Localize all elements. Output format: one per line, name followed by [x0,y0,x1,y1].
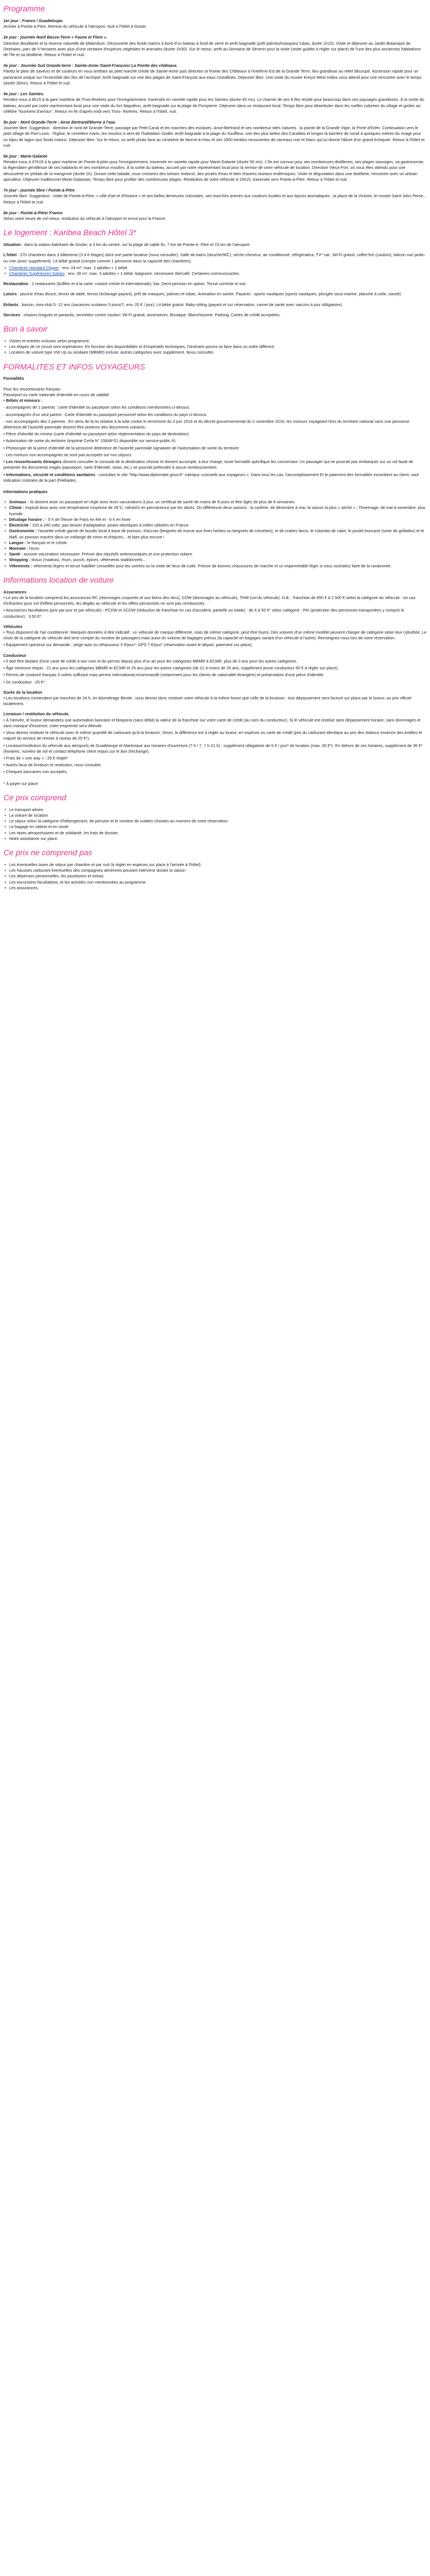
list-item [9,505,427,516]
paragraph: • Cheques bancaires non acceptés. [3,769,68,775]
paragraph: • 2e conducteur : 25 €*. [3,679,46,685]
paragraph: • Les locations s'entendent par tranches de 24 h, en kilométrage illimité ; vous devrez donc restituer votre véhicule à la même heure que celle de la livraison ; tout dépassement sera facturé sur place par le loueur, au prix officiel localement. [3,695,412,707]
line-text: - non accompagnés des 2 parents : En vertu de la loi relative à la lutte contre le terrorisme du 3 juin 2016 et du décret gouvernemental du 2 novembre 2016, les mineurs voyageant hors du territoire national sans une personne détentrice de l'autorité parentale doivent être porteurs des documents suivants : [3,418,410,430]
list-item [9,523,427,528]
list-item: • Visites et entrées incluses selon programme. [9,338,427,344]
day-title: 5e jour : Nord Grande-Terre : Anse Bertrand/Morne à l'eau [3,119,116,125]
room-desc: : env. 24 m², max. 2 adultes + 1 bébé. [58,265,129,270]
assurances-label: Assurances [3,589,27,595]
vehicules-block [3,630,427,648]
services-paragraph [3,312,427,318]
paragraph: • Âge minimum requis : 21 ans pour les catégories MBMR et ECMR et 25 ans pour les autres catégories (de 21 à moins de 25 ans, supplément jeune conducteur 50 € à régler sur place). [3,665,339,671]
paragraph: • Assurances facultatives (prix par jour et par véhicule) : PCDW et SCDW (réduction de franchise en cas d'accident, partielle ou totale) : de 6 à 50 €* selon catégorie ; PAI (protection des personnes transportées y compris le conducteur) : 3.50 €*. [3,608,404,619]
bon-a-savoir-heading: Bon à savoir [3,324,48,334]
list-item: • Les assurances. [9,885,427,891]
item-text: le français et le créole. [26,540,68,545]
item-label: Électricité : [9,523,31,528]
situation-label: Situation [3,242,21,248]
paragraph: • À l'arrivée, le loueur demandera une autorisation bancaire et bloquera (sans débit) la valeur de la franchise sur votre carte de crédit (au nom du conducteur). Si le véhicule est restitué sans dépassement horaire, sans dommages et sans manque d'essence, votre empreinte sera détruite. [3,717,421,728]
day-body: Rendez-vous à 8h15 à la gare maritime de Trois-Rivières pour l'enregistrement, traversée en navette rapide pour les Saintes (durée 45 mn). Le charme de ses 9 îles réside pour beaucoup dans ses paysages grandioses. À la sortie du bateau, accueil par notre représentant local pour une visite du fort Napoléon, arrêt baignade sur la plage de Pompierre. Déjeuner dans un restaurant local. Temps libre pour déambuler dans les ruelles colorées du village et goûter au célèbre "tourment d'amour". Retour en fin d'après-midi vers Trois- Rivières. Retour à l'hôtel, nuit. [3,97,424,114]
conducteur-label: Conducteur [3,652,27,658]
duree-label: Durée de la location [3,689,43,695]
line-text: - accompagnés de 2 parents : carte d'identité ou passeport selon les conditions mentionnées ci-dessus. [3,405,191,410]
situation-paragraph [3,242,427,248]
paragraph: • Livraison/restitution du véhicule aux aéroports de Guadeloupe et Martinique aux horaires d'ouverture (7 h / 7, 7 h-21 h) ; supplément obligatoire de 6 € / jour* de location (max. 30 €*). En dehors de ces horaires, supplément de 35 €* (horaires, numéro de vol et contact téléphone client requis sur le bon d'échange). [3,742,423,754]
day-body: Direction Bouillante et la réserve naturelle de Malendure. Découverte des fonds marins à bord d'un bateau à fond de verre et arrêt baignade (prêt palmes/masques/ tubas, durée 1h15). Visite et déjeuner au Jardin Botanique de Deshaies, parc de 5 hectares avec plus d'une centaine d'espèces végétales et animales (durée 1h30). Sur le retour, arrêt au Domaine de Séverin pour la visite (visite guidée à régler sur place) de l'une des plus anciennes habitations de l'île et sa distillerie. Retour à l'hôtel et nuit. [3,40,421,57]
day-title: 2e jour : journée Nord Basse-Terre « Faune et Flore ». [3,35,108,40]
list-item: • Les excursions facultatives, et les activités non mentionnées au programme [9,880,427,885]
room-desc: : env. 28 m², max. 3 adultes + 1 bébé, baignoire, nécessaire thé/café. Certaines communicantes. [64,270,241,276]
conducteur-block [3,659,427,685]
formalites-line [3,431,427,437]
day-title: 1er jour : France / Guadeloupe. [3,18,64,23]
item-text: l'assiette créole garnie de boudin local à base de poisson, d'accras (beignets de morue aux fines herbes ou beignets de crevettes), et de crabes farcis, le colombo de cabri, le poulet boucané (sorte de grillades) et le blaff, un poisson macéré dans un mélange de citron et d'épices... et bien plus encore ! [9,528,424,540]
programme-heading: Programme [3,4,45,13]
list-item: • Le bagage en cabine et en soute [9,824,427,830]
formalites-subheading: Formalités [3,376,24,381]
list-item: • Les hausses carburant éventuelles des compagnies aériennes pouvant intervenir durant la saison [9,868,427,873]
formalites-line [3,438,427,444]
paragraph: • Autres lieux de livraison et restitution, nous consulter. [3,762,102,768]
room-item [9,265,427,271]
list-item: • Les éventuelles taxes de séjour par chambre et par nuit (à régler en espèces sur place à l'arrivée à l'hôtel). [9,862,427,868]
item-label: Gastronomie : [9,528,37,534]
page [0,0,430,901]
loisirs-paragraph [3,291,427,297]
services-text: : chaises longues et parasols, serviettes contre caution. Wi-Fi gratuit, ascenseurs. Boutique. Blanchisserie. Parking. Cartes de crédit acceptées. [20,312,281,317]
formalites-intro-2: Passeport ou carte nationale d'identité en cours de validité. [3,392,110,397]
list-item: • Les taxes aéroportuaires et de solidarité, les frais de dossier. [9,830,427,836]
loisirs-text: : piscine d'eau douce, tennis de table, tennis (éclairage payant), prêt de masques, palmes et tubas. Animation en soirée. Payants : sports nautiques (sports nautiques, plongée sous-marine, planche à voile, canoë). [16,291,402,297]
item-label: Animaux : [9,499,29,505]
item-text: vêtements légers et tenue habillée conseillée pour les soirées ou la visite de lieux de culte. Prévoir de bonnes chaussures de marche et un imperméable léger si vous souhaitez faire de la randonnée. [32,563,392,568]
list-item [9,551,427,557]
day-title: 8e jour : Pointe-à-Pitre/ France [3,210,63,215]
day-body: Journée libre. Suggestion : visite de Pointe-à-Pitre, « ville d'art et d'histoire » et ses belles demeures coloniales, ses marchés animés aux couleurs locales et aux épices aromatiques : la place de la Victoire, le musée Saint-John Perse... Retour à l'hôtel et nuit. [3,193,427,205]
list-item: • Les étapes de ce circuit sont impératives. En fonction des disponibilités et d'impératifs techniques, l'itinéraire pourra se faire dans un ordre différent. [9,344,427,350]
duree-block [3,695,427,707]
prix-comprend-list [3,807,427,842]
paragraph: • Vous devrez restituer le véhicule avec le même quantité de carburant qu'à la livraison. Sinon, la différence est à régler au loueur, en espèces ou carte de crédit (prix du carburant identique au prix des stations essence des Antilles et majoré du service de remise à niveau de 20 €*). [3,730,422,741]
infos-pratiques-list [3,499,427,569]
day-2 [3,35,427,58]
list-item: • Le transport aérien [9,807,427,813]
item-text: 220 à 240 volts, pas besoin d'adaptateur, prises identiques à celles utilisées en France. [31,523,190,528]
day-body: Partez le plein de saveurs et de couleurs en vous arrêtant au petit marché créole de Sainte-Anne puis direction la Pointe des Châteaux à l'extrême Est de la Grande Terre, lieu grandiose au relief découpé. Ascension rapide pour un panorama unique sur l'ensemble des îles de l'archipel. Arrêt baignade sur une des plages de Saint-François aux eaux cristallines. Déjeuner libre. Une visite du musée Kreyol West Indies vous attend pour une rencontre avec le temps (durée 30mn). Retour à l'hôtel et nuit. [3,69,422,86]
livraison-block [3,718,427,775]
formalites-line [3,412,427,418]
item-text: tissus (madras), rhum, punch, épices, vêtements traditionnels... [30,557,146,563]
formalites-lines [3,398,427,483]
day-title: 4e jour : Les Saintes. [3,91,44,97]
assurances-block [3,595,427,619]
day-body: Rendez-vous à 07h15 à la gare maritime de Pointe-à-pitre pour l'enregistrement, traversée en navette rapide pour Marie-Galante (durée 50 mn). L'île est connue pour ses nombreuses distilleries, ses plages sauvages, sa gastronomie, la légendaire gentillesse de ses habitants et ses nombreux moulins. À la sortie du bateau, accueil par notre représentant local pour la remise de votre véhicule de location. Direction Vieux-Fort, où vous êtes attendu pour une découverte en pédalo de la mangrove (durée 1h). Durant cette balade, vous croiserez des tortues molocoï, des poules d'eau et bien d'autres oiseaux endémiques. Visite et dégustation dans une distillerie, rencontre avec un artisan apiculteur. Déjeuner traditionnel Marie-Galantais. Temps libre pour profiter des nombreuses plages. Restitution de votre véhicule à 15h15, traversée vers Pointe-à-Pitre. Retour à l'hôtel et nuit. [3,159,424,182]
prix-ne-comprend-list [3,862,427,891]
list-item [9,540,427,546]
day-6 [3,154,427,183]
list-item [9,546,427,551]
day-4 [3,91,427,114]
line-text: • Autorisation de sortie du territoire (imprimé Cerfa N° 15646*01 disponible sur service-public.fr) [3,438,176,444]
room-item [9,271,427,277]
paragraph: • Permis de conduire français 3 volets suffisant mais permis international recommandé (notamment pour les clients de nationalité étrangère) et présentation d'une pièce d'identité. [3,672,324,678]
logement-heading: Le logement : Karibea Beach Hôtel 3* [3,228,137,237]
item-label: Shopping : [9,557,31,563]
day-title: 7e jour : journée libre / Pointe-à-Pitre [3,188,75,193]
day-body: Arrivée à Pointe-à-Pitre. Remise du véhicule à l'aéroport. Nuit à l'hôtel à Gosier. [3,24,147,29]
list-item: • La voiture de location [9,813,427,818]
line-text: - accompagnés d'un seul parent : Carte d'identité ou passeport personnel selon les conditions du pays ci-dessus. [3,411,208,417]
item-label: Langue : [9,540,26,545]
prix-ne-comprend-heading: Ce prix ne comprend pas [3,848,92,857]
item-text: l'euro. [28,545,40,551]
list-item [9,528,427,540]
infos-pratiques-heading: Informations pratiques [3,489,48,494]
line-text: : consultez le site "http://www.diplomatie.gouv.fr" rubrique «conseils aux voyageurs ». Dans tous les cas, l'accomplissement Et le paiement des formalités incombent au client, sauf indication contraire de la part d'Héliades. [3,472,419,483]
programme-days [3,18,427,222]
item-label: Décalage horaire : [9,516,45,522]
hotel-label: L'hôtel [3,252,17,258]
list-item [9,517,427,523]
item-label: Climat : [9,505,24,511]
loisirs-label: Loisirs [3,291,17,297]
formalites-line [3,452,427,458]
item-label: Vêtements : [9,563,32,568]
bon-a-savoir-list [3,338,427,356]
line-text: • Photocopie de la pièce d'identité de la personne détentrice de l'autorité parentale signataire de l'autorisation de sortie du territoire [3,445,239,451]
restauration-label: Restauration [3,281,28,287]
list-item: • Location de voiture type VW Up ou similaire (MBMR) incluse. Autres catégories avec supplément. Nous consulter. [9,350,427,355]
enfants-text: : bassin, mini-club 5- 12 ans (vacances scolaires 5 jours/7, env. 20 € / jour). Lit bébé gratuit. Baby-sitting (payant et sur réservation, carnet de santé avec vaccins à jour obligatoire). [18,302,343,307]
list-item: • Notre assistance sur place. [9,836,427,842]
formalites-line [3,445,427,451]
restauration-text: : 2 restaurants (buffets et à la carte, cuisine créole et internationale), bar. Demi-pension en option. Tenue correcte le soir. [28,281,247,287]
hotel-text: : 270 chambres dans 3 bâtiments (3 à 6 étages) dont une partie locative (nous consulter). Salle de bains (douche/WC), sèche-cheveux, air conditionné, réfrigérateur, TV* sat., Wi-Fi gratuit, coffre-fort (caution), balcon vue jardin ou mer (avec supplément). Lit bébé gratuit (compte comme 1 personne dans la capacité des chambres). [3,252,425,264]
day-5 [3,120,427,148]
room-link-clipper[interactable]: Chambres standard Clipper [9,265,59,270]
formalites-line [3,398,427,404]
day-3 [3,63,427,86]
line-bold: • Informations, sécurité et conditions sanitaires [3,472,95,477]
paragraph: • Le prix de la location comprend les assurances RC (dommages corporels et aux biens des tiers), CDW (dommages au véhicule), THW (vol du véhicule). N.B. : franchise de 650 € à 2 500 € selon la catégorie du véhicule - en cas d'infraction pour vol d'effets personnels, les dégâts au véhicule et les effets personnels ne sont pas remboursés. [3,595,416,606]
item-label: Monnaie : [9,545,28,551]
restauration-paragraph [3,281,427,287]
day-body: Journée libre. Suggestion : direction le nord de Grande-Terre, passage par Petit-Canal et les marches des esclaves, Anse-Bertrand et ses nombreux sites naturels : la pointe de la Grande Vigie, la Porte d'Enfer. Continuation vers le petit village de Port-Louis : l'église, le cimetière marin, les moulins à vent de l'habitation Godet. Arrêt baignade à la plage du Souffleur, une des plus belles des Caraïbes et longez la barrière de corail à quelques mètres du rivage pour un bijou de lagon aux fonds marins. Déjeuner libre. Sur le retour, un arrêt photo face au cimetière de Morne-à-l'eau et ses 1800 tombes recouvertes de carreaux noir et blanc qui lui donne l'allure d'un grand échiquier. Retour à l'hôtel et nuit. [3,125,425,148]
item-label: Santé : [9,551,23,557]
footnote: * À payer sur place. [3,780,39,786]
enfants-label: Enfants [3,302,19,307]
item-text: tropical doux avec une température moyenne de 26°C, rafraîchi en permanence par les alizés. On différencie deux saisons : la carême, de décembre à mai, la saison la plus « sèche » ; l'hivernage, de mai à novembre, plus humide. [9,505,425,516]
location-voiture-heading: Informations location de voiture [3,575,114,584]
vehicules-label: Véhicules [3,623,23,629]
formalites-intro: Pour les ressortissants français : [3,386,62,392]
list-item [9,563,427,569]
paragraph: • Équipement spécieux sur demande : siège auto ou réhausseur 5 €/jour*; GPS 7 €/jour* (réservation avant le départ, paiement sur place). [3,642,253,648]
line-bold: • Bébés et mineurs : [3,398,43,404]
list-item [9,557,427,563]
line-bold: • Les ressortissants étrangers [3,459,62,465]
day-1 [3,18,427,29]
day-8 [3,210,427,222]
day-title: 6e jour : Marie-Galante [3,154,48,159]
formalites-line [3,419,427,430]
enfants-paragraph [3,302,427,308]
list-item [9,499,427,505]
day-title: 3e jour : Journée Sud Grande-terre : Sainte-Anne /Saint-François/ La Pointe des châteaux. [3,63,178,69]
formalites-line [3,405,427,410]
formalites-heading: FORMALITES ET INFOS VOYAGEURS [3,362,145,371]
line-text: • Pièce d'identité du mineur (carte d'identité ou passeport selon réglementation du pays de destination) [3,431,189,437]
livraison-label: Livraison / restitution du véhicule. [3,711,70,717]
line-text: - Les mineurs non-accompagnés ne sont pas acceptés sur nos séjours. [3,452,133,457]
formalites-line [3,472,427,483]
room-list [3,265,427,277]
paragraph: • Frais de « one way » : 25 € /trajet* [3,755,68,761]
item-text: aucune vaccination nécessaire. Prévoir des répulsifs antimoustiques et une protection solaire. [22,551,193,557]
prix-comprend-heading: Ce prix comprend [3,792,66,802]
list-item: • Les dépenses personnelles, les pourboires et extras. [9,873,427,879]
situation-text: : dans la station balnéaire de Gosier, à 3 km du centre, sur la plage de sable fin, 7 km de Pointe-à- Pitre et 15 km de l'aéroport. [20,242,251,248]
services-label: Services [3,312,20,317]
paragraph: • Tous disposent de l'air conditionné. Marques données à titre indicatif : un véhicule de marque différente, mais de même catégorie, peut être fourni. Des voitures d'un même modèle peuvent charger de catégorie selon leur cylindrée. Le choix de la catégorie du véhicule doit tenir compte du nombre de passagers mais aussi du volume de bagages prévus (la capacité en bagages variant d'un véhicule à l'autre). Renseignez-vous lors de votre réservation. [3,630,427,641]
paragraph: • Il doit être titulaire d'une carte de crédit à son nom et du permis depuis plus d'un an pour les catégories MBMR à ECMR, plus de 3 ans pour les autres catégories. [3,658,298,664]
hotel-paragraph [3,252,427,264]
item-text: ils doivent avoir un passeport en règle avec leurs vaccinations à jour, un certificat de santé de moins de 8 jours et être âgés de plus de 8 semaines. [28,499,296,505]
list-item: • Le séjour selon la catégorie d'hébergement, de pension et le nombre de nuitées choisies au moment de votre réservation [9,818,427,824]
line-text: doivent consulter le consulat de la destination choisie et doivent accomplir, à leur charge, toute formalité spécifique les concernant. Un passager qui ne pourrait pas embarquer sur un vol faute de présenter les documents exigés (passeport, carte d'identité, visas, etc.) ne pourrait prétendre à aucun remboursement. [3,459,414,470]
formalites-line [3,459,427,470]
day-body: Selon votre heure de vol retour, restitution du véhicule à l'aéroport et envol pour la France. [3,216,167,221]
item-text: - 5 h de l'heure de Paris en été et - 6 h en hiver. [44,516,132,522]
room-link-saloko[interactable]: Chambres Supérieures Saloko [9,270,65,276]
day-7 [3,188,427,205]
